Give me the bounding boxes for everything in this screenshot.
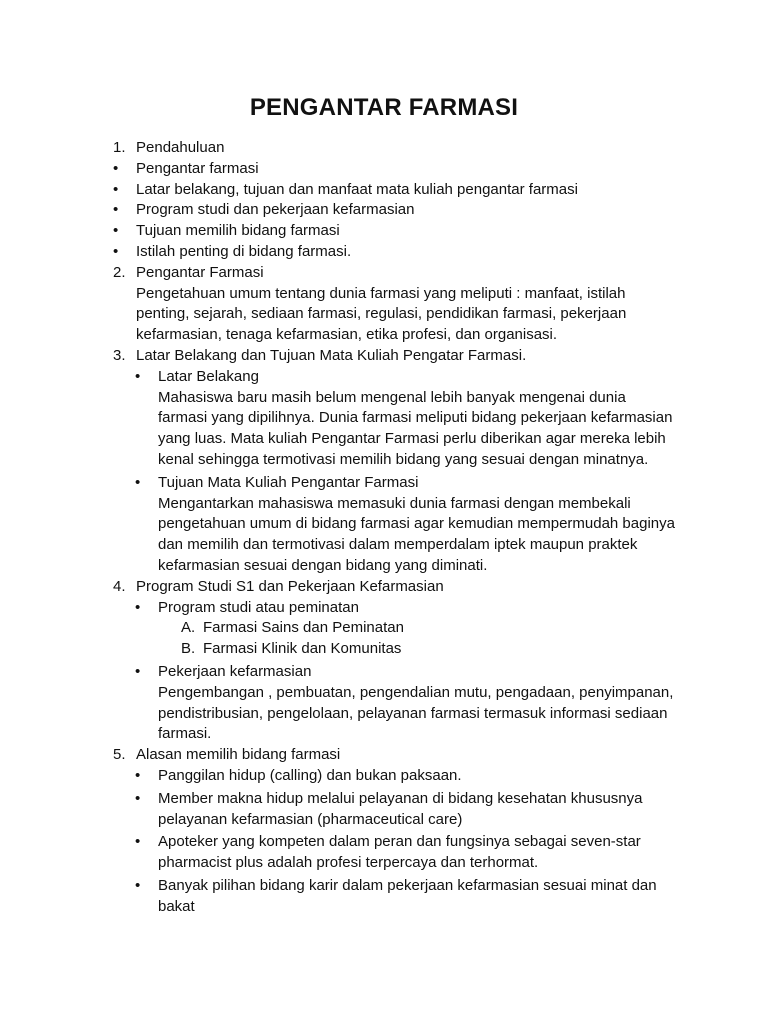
paragraph-line: yang luas. Mata kuliah Pengantar Farmasi perlu diberikan agar mereka lebih — [158, 430, 666, 448]
list-item-text: Tujuan memilih bidang farmasi — [136, 222, 340, 240]
bullet-icon: • — [135, 473, 141, 491]
paragraph-line: pendistribusian, pengelolaan, pelayanan farmasi termasuk informasi sediaan — [158, 704, 668, 722]
bullet-icon: • — [135, 789, 141, 807]
list-item-text: Latar Belakang — [158, 367, 259, 385]
paragraph-line: pengetahuan umum di bidang farmasi agar kemudian mempermudah baginya — [158, 515, 675, 533]
list-item — [113, 180, 688, 201]
list-item — [113, 766, 688, 787]
list-item — [113, 662, 688, 683]
section-number: 2. — [113, 263, 126, 281]
list-item-text: Latar belakang, tujuan dan manfaat mata kuliah pengantar farmasi — [136, 180, 578, 198]
list-item-text: Apoteker yang kompeten dalam peran dan fungsinya sebagai seven-star — [158, 833, 641, 851]
paragraph-line: Pengembangan , pembuatan, pengendalian mutu, pengadaan, penyimpanan, — [158, 683, 674, 701]
sub-list-text: Farmasi Sains dan Peminatan — [203, 619, 404, 637]
list-item — [113, 159, 688, 180]
bullet-icon: • — [113, 242, 119, 260]
list-item-text: Istilah penting di bidang farmasi. — [136, 242, 352, 260]
paragraph-line: dan memilih dan termotivasi dalam memperdalam iptek maupun praktek — [158, 536, 638, 554]
bullet-icon: • — [113, 201, 119, 219]
sub-list-marker: B. — [181, 640, 196, 658]
list-item — [113, 200, 688, 221]
section-number: 4. — [113, 577, 126, 595]
section-1-heading — [113, 138, 688, 159]
bullet-icon: • — [135, 833, 141, 851]
paragraph-line: pharmacist plus adalah profesi terpercaya dan terhormat. — [158, 854, 539, 872]
section-2-heading — [113, 263, 688, 284]
sub-list-text: Farmasi Klinik dan Komunitas — [203, 640, 402, 658]
sub-list-item — [113, 639, 688, 660]
bullet-icon: • — [135, 662, 141, 680]
bullet-icon: • — [113, 222, 119, 240]
list-item — [113, 876, 688, 897]
section-number: 1. — [113, 139, 126, 156]
paragraph-line: farmasi yang dipilihnya. Dunia farmasi meliputi bidang pekerjaan kefarmasian — [158, 409, 673, 427]
list-item — [113, 598, 688, 619]
bullet-icon: • — [135, 876, 141, 894]
paragraph-line: farmasi. — [158, 725, 212, 743]
list-item — [113, 242, 688, 263]
list-item — [113, 473, 688, 494]
section-number: 3. — [113, 346, 126, 364]
paragraph-line: pelayanan kefarmasian (pharmaceutical care) — [158, 810, 463, 828]
document-title: PENGANTAR FARMASI — [249, 94, 519, 121]
section-heading-text: Latar Belakang dan Tujuan Mata Kuliah Pengatar Farmasi. — [136, 346, 527, 364]
sub-list-item — [113, 618, 688, 639]
paragraph-line: Mengantarkan mahasiswa memasuki dunia farmasi dengan membekali — [158, 494, 631, 512]
list-item-text: Panggilan hidup (calling) dan bukan paksaan. — [158, 766, 462, 784]
paragraph-line: Pengetahuan umum tentang dunia farmasi yang meliputi : manfaat, istilah — [136, 284, 626, 302]
list-item — [113, 832, 688, 853]
section-number: 5. — [113, 746, 126, 764]
list-item-text: Program studi atau peminatan — [158, 598, 359, 616]
paragraph-line: kefarmasian sesuai dengan bidang yang diminati. — [158, 556, 488, 574]
list-item — [113, 789, 688, 810]
bullet-icon: • — [135, 598, 141, 616]
paragraph-line: bakat — [158, 897, 195, 915]
section-heading-text: Alasan memilih bidang farmasi — [136, 746, 341, 764]
section-heading-text: Pendahuluan — [136, 139, 225, 156]
bullet-icon: • — [135, 766, 141, 784]
paragraph-line: kenal sehingga termotivasi memilih bidang yang sesuai dengan minatnya. — [158, 450, 649, 468]
paragraph-line: kefarmasian, tenaga kefarmasian, etika profesi, dan organisasi. — [136, 326, 558, 344]
list-item — [113, 367, 688, 388]
list-item — [113, 221, 688, 242]
section-3-heading — [113, 346, 688, 367]
section-heading-text: Program Studi S1 dan Pekerjaan Kefarmasian — [136, 577, 444, 595]
paragraph-line: penting, sejarah, sediaan farmasi, regulasi, pendidikan farmasi, pekerjaan — [136, 305, 627, 323]
list-item-text: Tujuan Mata Kuliah Pengantar Farmasi — [158, 473, 419, 491]
sub-list-marker: A. — [181, 619, 196, 637]
section-heading-text: Pengantar Farmasi — [136, 263, 264, 281]
bullet-icon: • — [113, 180, 119, 198]
list-item-text: Member makna hidup melalui pelayanan di bidang kesehatan khususnya — [158, 789, 643, 807]
list-item-text: Pekerjaan kefarmasian — [158, 662, 312, 680]
paragraph-line: Mahasiswa baru masih belum mengenal lebih banyak mengenai dunia — [158, 388, 626, 406]
section-4-heading — [113, 577, 688, 598]
list-item-text: Program studi dan pekerjaan kefarmasian — [136, 201, 415, 219]
list-item-text: Pengantar farmasi — [136, 159, 259, 177]
document-body — [113, 138, 688, 917]
list-item-text: Banyak pilihan bidang karir dalam pekerjaan kefarmasian sesuai minat dan — [158, 876, 657, 894]
section-5-heading — [113, 745, 688, 766]
bullet-icon: • — [113, 159, 119, 177]
bullet-icon: • — [135, 367, 141, 385]
